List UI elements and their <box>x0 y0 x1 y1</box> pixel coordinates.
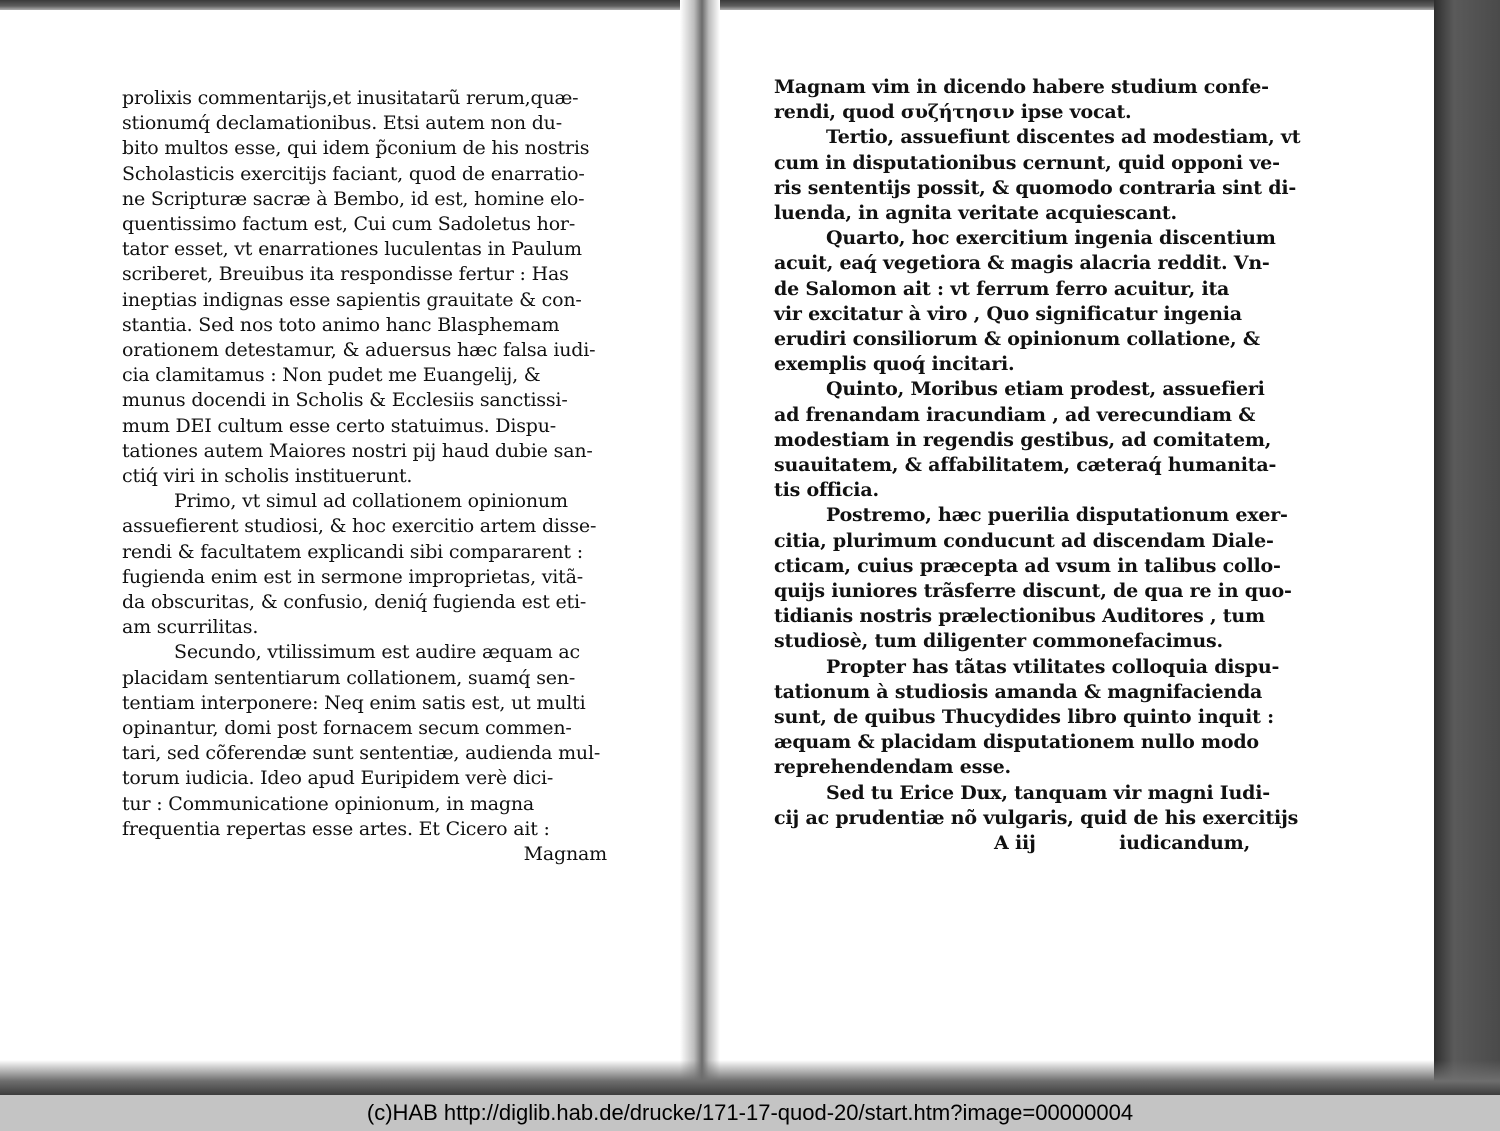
text-line: mum DEI cultum esse certo statuimus. Dispu- <box>122 414 556 437</box>
text-line: munus docendi in Scholis & Ecclesiis sanctissi- <box>122 389 568 412</box>
paragraph-first-line: Quarto, hoc exercitium ingenia discentium <box>826 227 1276 250</box>
paragraph-first-line: Secundo, vtilissimum est audire æquam ac <box>174 641 580 664</box>
text-line: tur : Communicatione opinionum, in magna <box>122 792 535 815</box>
text-line: modestiam in regendis gestibus, ad comitatem, <box>774 428 1272 451</box>
text-line: ad frenandam iracundiam , ad verecundiam & <box>774 403 1256 426</box>
text-line: am scurrilitas. <box>122 616 259 639</box>
text-line: scriberet, Breuibus ita respondisse fertur : Has <box>122 263 569 286</box>
text-line: ctiq́ viri in scholis instituerunt. <box>122 465 413 488</box>
text-line: luenda, in agnita veritate acquiescant. <box>774 202 1177 225</box>
text-line: citia, plurimum conducunt ad discendam Diale- <box>774 529 1274 552</box>
text-line: stionumq́ declamationibus. Etsi autem non du- <box>122 112 562 135</box>
text-line: Magnam vim in dicendo habere studium confe- <box>774 76 1269 98</box>
text-line: tationes autem Maiores nostri pij haud dubie san- <box>122 439 593 462</box>
text-line: ne Scripturæ sacræ à Bembo, id est, homine elo- <box>122 187 585 210</box>
text-line: placidam sententiarum collationem, suamq́ sen- <box>122 666 576 689</box>
text-line: reprehendendam esse. <box>774 756 1011 779</box>
text-line: studiosè, tum diligenter commonefacimus. <box>774 630 1223 653</box>
text-line: stantia. Sed nos toto animo hanc Blasphemam <box>122 313 560 336</box>
text-line: quentissimo factum est, Cui cum Sadoletus hor- <box>122 213 576 236</box>
text-line: assuefierent studiosi, & hoc exercitio artem disse- <box>122 515 597 538</box>
text-line: Scholasticis exercitijs faciant, quod de enarratio- <box>122 162 585 185</box>
text-line: tator esset, vt enarrationes luculentas in Paulum <box>122 238 582 261</box>
text-line: torum iudicia. Ideo apud Euripidem verè dici- <box>122 767 554 790</box>
text-line: ris sententijs possit, & quomodo contraria sint di- <box>774 176 1297 199</box>
text-line: opinantur, domi post fornacem secum commen- <box>122 717 572 740</box>
signature-line <box>774 831 1250 856</box>
text-line: ineptias indignas esse sapientis grauitate & con- <box>122 288 582 311</box>
text-line: de Salomon ait : vt ferrum ferro acuitur, ita <box>774 277 1230 300</box>
scan-bottom-shadow <box>0 1060 1500 1095</box>
paragraph-first-line: Quinto, Moribus etiam prodest, assuefieri <box>826 378 1265 401</box>
scan-edge <box>1434 0 1500 1095</box>
book-gutter <box>680 0 720 1095</box>
text-line: æquam & placidam disputationem nullo modo <box>774 731 1259 754</box>
signature-mark: A iij <box>994 832 1036 855</box>
text-line: tidianis nostris prælectionibus Auditores , tum <box>774 605 1265 628</box>
text-line: exemplis quoq́ incitari. <box>774 353 1015 376</box>
text-line: da obscuritas, & confusio, deniq́ fugienda est eti- <box>122 591 587 614</box>
paragraph-first-line: Postremo, hæc puerilia disputationum exer- <box>826 504 1288 527</box>
copyright-footer: (c)HAB http://diglib.hab.de/drucke/171-17-quod-20/start.htm?image=00000004 <box>0 1095 1500 1131</box>
text-line: orationem detestamur, & aduersus hæc falsa iudi- <box>122 339 596 362</box>
paragraph-first-line: Propter has tãtas vtilitates colloquia dispu- <box>826 655 1280 678</box>
left-page-text <box>122 86 607 867</box>
text-line: tis officia. <box>774 479 879 502</box>
text-line: cij ac prudentiæ nõ vulgaris, quid de his exercitijs <box>774 806 1299 829</box>
text-line: cticam, cuius præcepta ad vsum in talibus collo- <box>774 554 1281 577</box>
paragraph-first-line: Sed tu Erice Dux, tanquam vir magni Iudi- <box>826 781 1270 804</box>
text-line: erudiri consiliorum & opinionum collatione, & <box>774 328 1260 351</box>
text-line: acuit, eaq́ vegetiora & magis alacria reddit. Vn- <box>774 252 1270 275</box>
text-line: sunt, de quibus Thucydides libro quinto inquit : <box>774 706 1274 729</box>
catchword: Magnam <box>523 843 607 866</box>
text-line: quijs iuniores trãsferre discunt, de qua re in quo- <box>774 580 1292 603</box>
text-line: fugienda enim est in sermone improprietas, vitã- <box>122 565 583 588</box>
text-line: cia clamitamus : Non pudet me Euangelij, & <box>122 364 541 387</box>
text-line: prolixis commentarijs,et inusitatarũ rerum,quæ- <box>122 87 579 109</box>
text-line: bito multos esse, qui idem p̃conium de his nostris <box>122 137 590 160</box>
text-line: tari, sed cõferendæ sunt sententiæ, audienda mul- <box>122 742 601 765</box>
text-line: cum in disputationibus cernunt, quid opponi ve- <box>774 151 1280 174</box>
text-line: tentiam interponere: Neq enim satis est, ut multi <box>122 691 586 714</box>
catchword: iudicandum, <box>1119 832 1250 855</box>
paragraph-first-line: Primo, vt simul ad collationem opinionum <box>174 490 568 513</box>
paragraph-first-line: Tertio, assuefiunt discentes ad modestiam, vt <box>826 126 1301 149</box>
text-line: rendi, quod συζήτησιν ipse vocat. <box>774 101 1132 124</box>
text-line: tationum à studiosis amanda & magnifacienda <box>774 680 1263 703</box>
right-page-text <box>774 75 1301 856</box>
text-line: vir excitatur à viro , Quo significatur ingenia <box>774 302 1242 325</box>
text-line: suauitatem, & affabilitatem, cæteraq́ humanita- <box>774 454 1277 477</box>
text-line: rendi & facultatem explicandi sibi compararent : <box>122 540 583 563</box>
text-line: frequentia repertas esse artes. Et Cicero ait : <box>122 817 550 840</box>
